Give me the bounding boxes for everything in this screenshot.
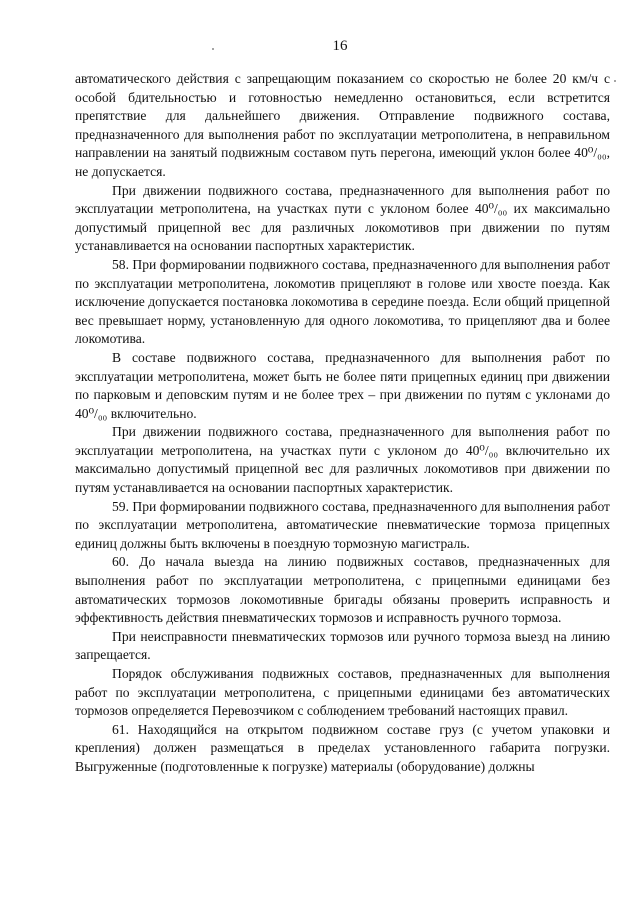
paragraph: В составе подвижного состава, предназначенного для выполнения работ по эксплуатации метрополитена, может быть не более пяти прицепных единиц при движении по парковым и деповским путям и не более трех – при движении по путям с уклонами до 40⁰/₀₀ включительно. xyxy=(75,349,610,421)
scan-speck xyxy=(614,80,616,82)
paragraph: Порядок обслуживания подвижных составов, предназначенных для выполнения работ по эксплуатации метрополитена, с прицепными единицами без автоматических тормозов определяется Перевозчиком с соблюдением требований настоящих правил. xyxy=(75,666,610,719)
page-number: 16 xyxy=(332,38,348,54)
paragraph-item-61: 61. Находящийся на открытом подвижном составе груз (с учетом упаковки и крепления) должен размещаться в пределах установленного габарита погрузки. Выгруженные (подготовленные к погрузке) материалы (оборудование) должны xyxy=(75,721,610,774)
document-text xyxy=(75,70,610,777)
paragraph: При неисправности пневматических тормозов или ручного тормоза выезд на линию запрещается. xyxy=(75,628,610,663)
paragraph: При движении подвижного состава, предназначенного для выполнения работ по эксплуатации метрополитена, на участках пути с уклоном более 40⁰/₀₀ их максимально допустимый прицепной вес для различных локомотивов при движении по путям устанавливается на основании паспортных характеристик. xyxy=(75,182,610,254)
paragraph-item-58: 58. При формировании подвижного состава, предназначенного для выполнения работ по эксплуатации метрополитена, локомотив прицепляют в голове или хвосте поезда. Как исключение допускается постановка локомотива в середине поезда. Если общий прицепной вес превышает норму, установленную для одного локомотива, то прицепляют два и более локомотива. xyxy=(75,256,610,347)
paragraph: автоматического действия с запрещающим показанием со скоростью не более 20 км/ч с особой бдительностью и готовностью немедленно остановиться, если встретится препятствие для дальнейшего движения. Отправление подвижного состава, предназначенного для выполнения работ по эксплуатации метрополитена, в неправильном направлении на занятый подвижным составом путь перегона, имеющий уклон более 40⁰/₀₀, не допускается. xyxy=(75,71,610,179)
paragraph: При движении подвижного состава, предназначенного для выполнения работ по эксплуатации метрополитена, на участках пути с уклоном до 40⁰/₀₀ включительно их максимально допустимый прицепной вес для различных локомотивов при движении по путям устанавливается на основании паспортных характеристик. xyxy=(75,424,610,496)
scan-speck xyxy=(212,48,214,50)
paragraph-item-60: 60. До начала выезда на линию подвижных составов, предназначенных для выполнения работ по эксплуатации метрополитена, с прицепными единицами без автоматических тормозов локомотивные бригады обязаны проверить исправность и эффективность действия пневматических тормозов и исправность ручного тормоза. xyxy=(75,554,610,626)
paragraph-item-59: 59. При формировании подвижного состава, предназначенного для выполнения работ по эксплуатации метрополитена, автоматические пневматические тормоза прицепных единиц должны быть включены в поездную тормозную магистраль. xyxy=(75,498,610,551)
